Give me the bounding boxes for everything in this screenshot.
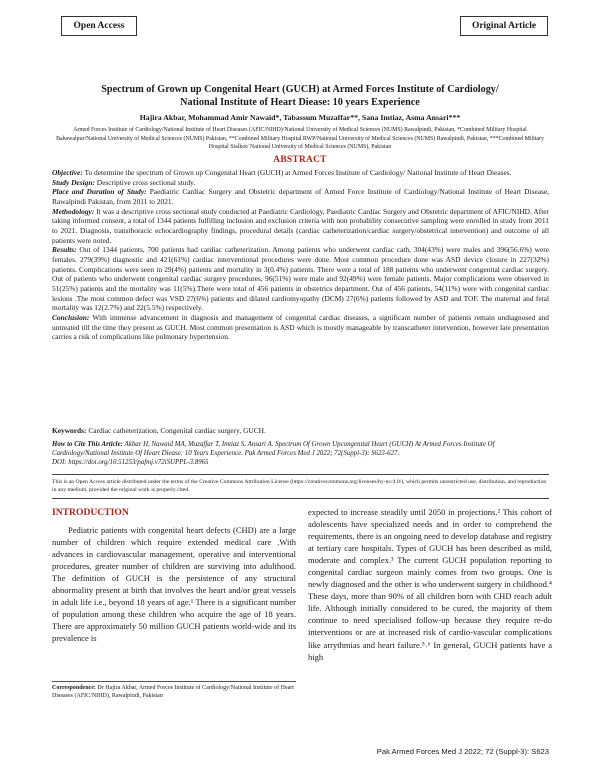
title-line-2: National Institute of Heart Diease: 10 years Experience (180, 97, 420, 108)
conclusion-label: Conclusion: (52, 312, 90, 322)
abstract-methodology (52, 207, 549, 246)
intro-paragraph-left: Pediatric patients with congenital heart defects (CHD) are a large number of children which require extended medical care .With advances in cardiovascular management, operative and interventional procedures, greater number of children are surviving into adulthood. The definition of GUCH is the persistence of any structural abnormality present at birth that involves the heart and/or great vessels in adult life i.e., beyond 18 years of age.¹ There is a significant number of population among these children who acquire the age of 18 years. There are approximately 50 million GUCH patients world-wide and its prevalence is (52, 525, 296, 644)
correspondence (52, 684, 296, 701)
abstract-body (52, 168, 549, 342)
abstract-objective (52, 168, 549, 178)
methodology-text: It was a descriptive cross sectional study conducted at Paediatric Cardiology, Paediatric Cardiac Surgery and Obstetric department of AFIC/NIHD. After taking informed consent, a total of 1344 patients fulfilling inclusion and exclusion criteria with non probability consecutive sampling were enrolled in study from 2011 to 2021. Diagnosis, transthoracic echocardiography findings, procedural details (cardiac catheterization/cardiac surgery/obstetrical intervention) and outcome of all patients were noted. (52, 206, 549, 245)
title-line-1: Spectrum of Grown up Congenital Heart (GUCH) at Armed Forces Institute of Cardiology/ (101, 84, 499, 95)
methodology-label: Methodology: (52, 206, 95, 216)
article-type-tag: Original Article (460, 16, 548, 36)
correspondence-label: Correspondence: (52, 685, 96, 691)
doi-link[interactable]: DOI: https://doi.org/10.51253/pafmj.v72iSUPPL-3.8965 (52, 459, 209, 467)
place-text: Paediatric Cardiac Surgery and Obstetric department of Armed Force Institute of Cardiology/National Institute of Heart Disease, Rawalpindi Pakistan, from 2011 to 2021. (52, 187, 550, 206)
abstract-conclusion (52, 313, 549, 342)
objective-label: Objective: (52, 168, 83, 177)
conclusion-text: With immense advancement in diagnosis and management of congenital cardiac diseases, a significant number of patients remain undiagnosed and untreated till the time they present as GUCH. Most common presentation is ASD which is mostly manageable by transcatheter intervention, however late presentation carries a risk of complications like pulmonary hypertension. (52, 312, 549, 342)
abstract-design (52, 178, 549, 188)
keywords-text: Cardiac catheterization, Congenital cardiac surgery, GUCH. (86, 426, 266, 435)
citation (52, 440, 549, 458)
abstract-heading: ABSTRACT (273, 155, 327, 165)
page-footer: Pak Armed Forces Med J 2022; 72 (Suppl-3): S623 (376, 747, 549, 756)
open-access-tag: Open Access (61, 16, 137, 36)
design-text: Descriptive cross sectional study. (94, 177, 196, 187)
article-title (55, 83, 545, 109)
results-text: Out of 1344 patients, 700 patients had cardiac catheterization. Among patients who underwent cardiac cath, 304(43%) were males and 396(56.6%) were females. 279(39%) diagnostic and 421(61%) cardiac interventional procedures were done. Most common procedure done was ASD device closure in 227(32%) patients. Complications were seen in 29(4%) patients and mortality in 3(0.4%) patients. There were a total of 188 patients who underwent congenital cardiac surgery. Out of patients who underwent congenital cardiac surgery procedures, 96(51%) were male and 92(49%) were female patients. Major complications were observed in 51(25%) patients and the mortality was 11(5%).There were total of 456 patients in obstetrics department. Out of 456 patients, 54(11%) were with congenital cardiac lesions .The most common defect was VSD 27(6%) patients and dilated cardiomyopathy (DCM) 27(6%) patients followed by ASD and TOF. The maternal and fetal mortality was 12(2.7%) and 22(5.5%) respectively. (52, 245, 549, 313)
citation-text: Akbar H, Nawaid MA, Muzaffar T, Imtiaz S, Ansari A. Spectrum Of Grown Upcongenital Heart (GUCH) At Armed Forces Institute Of Cardiology/National Institute Of Heart Diease: 10 Years Experience. Pak Armed Forces Med J 2022; 72(Suppl-3): S623-627. (52, 441, 495, 458)
license-bottom-divider (52, 498, 549, 499)
abstract-place (52, 187, 549, 206)
right-column (308, 506, 552, 663)
introduction-heading: INTRODUCTION (52, 507, 129, 518)
citation-block (52, 440, 549, 468)
place-label: Place and Duration of Study: (52, 187, 147, 197)
license-note: This is an Open Access article distributed under the terms of the Creative Commons Attribution License (https://creativecommons.org/licenses/by-nc/4.0/), which permits unrestricted use, distribution, and reproduction in any medium, provided the original work is properly cited. (52, 479, 547, 493)
citation-label: How to Cite This Article: (52, 441, 123, 448)
keywords (52, 426, 549, 436)
correspondence-text: Dr Hajira Akbar, Armed Forces Institute of Cardiology/National Institute of Heart Diseases (AFIC/NIHD), Rawalpindi, Pakistan (52, 685, 294, 700)
objective-text: To determine the spectrum of Grown up Congenital Heart (GUCH) at Armed Forces Institute of Cardiology/ National Institute of Heart Dieases. (82, 168, 512, 177)
authors: Hajira Akbar, Mohammad Amir Nawaid*, Tabassum Muzaffar**, Sana Imtiaz, Asma Ansari*** (139, 113, 461, 122)
affiliations: Armed Forces Institute of Cardiology/National Institute of Heart Diseases (AFIC/NIHD)/National University of Medical Sciences (NUMS) Rawalpindi, Pakistan, *Combined Military Hospital Bahawalpur/National University of Medical Sciences (NUMS) Pakistan, **Combined Military Hospital RWP/National University of Medical Sciences (NUMS) Rawalpindi, Pakistan, ***Combined Military Hospital Sialkot/ National University of Medical Sciences (NUMS), Pakistan (56, 127, 544, 150)
correspondence-divider (52, 681, 296, 682)
license-top-divider (52, 474, 549, 475)
results-label: Results: (52, 245, 77, 255)
intro-paragraph-right: expected to increase steadily until 2050 in projections.² This cohort of adolescents have specialized needs and in order to comprehend the requirements, there is an ongoing need to develop database and registry at tertiary care hospitals. Types of GUCH has been described as mild, moderate and complex.³ The current GUCH population reporting to congenital cardiac surgeon mainly comes from two groups. One is newly diagnosed and the other is who underwent surgery in childhood.⁴ These days, more than 90% of all children born with CHD reach adult life. Although initially considered to be cured, the majority of them continue to need specialised follow-up because they require re-do interventions or are at increased risk of cardio-vascular complications like arrythmias and heart failure.⁵˒⁶ In general, GUCH patients have a high (308, 507, 552, 662)
abstract-results (52, 245, 549, 313)
keywords-label: Keywords: (52, 426, 87, 435)
design-label: Study Design: (52, 177, 95, 187)
left-column (52, 506, 296, 644)
